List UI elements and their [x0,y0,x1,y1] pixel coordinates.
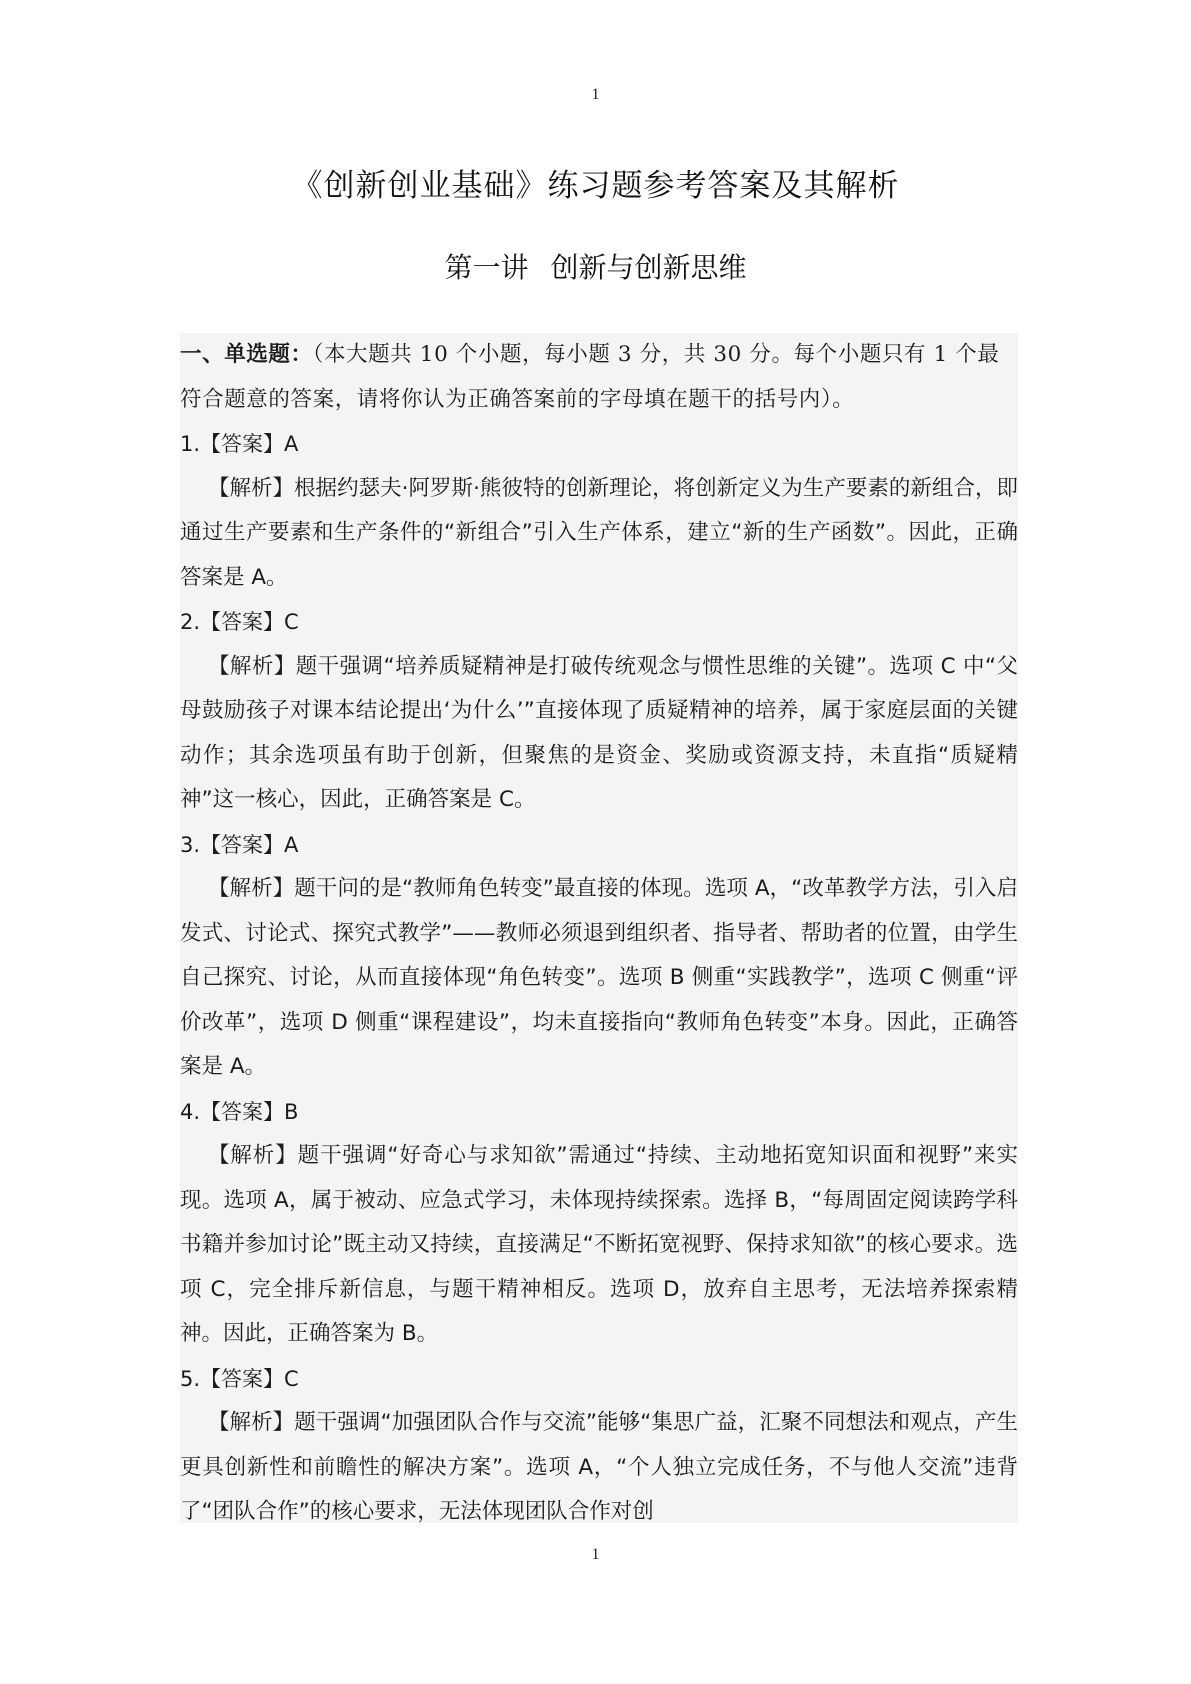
section-instruction: （本大题共 10 个小题，每小题 3 分，共 30 分。每个小题只有 1 个最符合题意的答案，请将你认为正确答案前的字母填在题干的括号内）。 [180,342,1000,412]
answer-line: 5.【答案】C [180,1366,299,1391]
lecture-number: 第一讲 [444,251,529,284]
answer-line: 1.【答案】A [180,432,299,456]
answer-line: 3.【答案】A [180,832,299,857]
analysis-paragraph: 【解析】题干强调“加强团队合作与交流”能够“集思广益，汇聚不同想法和观点，产生更具创新性和前瞻性的解决方案”。选项 A，“个人独立完成任务，不与他人交流”违背了“团队合作”的核心要求，无法体现团队合作对创 [180,1410,1018,1523]
content-body [180,333,1018,1523]
lecture-name: 创新与创新思维 [550,251,747,284]
analysis-paragraph: 【解析】题干强调“培养质疑精神是打破传统观念与惯性思维的关键”。选项 C 中“父母鼓励孩子对课本结论提出‘为什么’”直接体现了质疑精神的培养，属于家庭层面的关键动作；其余选项虽有助于创新，但聚焦的是资金、奖励或资源支持，未直指“质疑精神”这一核心，因此，正确答案是 C。 [180,653,1018,812]
analysis-paragraph: 【解析】题干强调“好奇心与求知欲”需通过“持续、主动地拓宽知识面和视野”来实现。选项 A，属于被动、应急式学习，未体现持续探索。选择 B，“每周固定阅读跨学科书籍并参加讨论”既主动又持续，直接满足“不断拓宽视野、保持求知欲”的核心要求。选项 C，完全排斥新信息，与题干精神相反。选项 D，放弃自主思考，无法培养探索精神。因此，正确答案为 B。 [180,1143,1018,1346]
analysis-paragraph: 【解析】根据约瑟夫·阿罗斯·熊彼特的创新理论，将创新定义为生产要素的新组合，即通过生产要素和生产条件的“新组合”引入生产体系，建立“新的生产函数”。因此，正确答案是 A。 [180,475,1018,590]
section-label: 一、单选题： [180,342,313,367]
analysis-paragraph: 【解析】题干问的是“教师角色转变”最直接的体现。选项 A，“改革教学方法，引入启发式、讨论式、探究式教学”——教师必须退到组织者、指导者、帮助者的位置，由学生自己探究、讨论，从而直接体现“角色转变”。选项 B 侧重“实践教学”，选项 C 侧重“评价改革”，选项 D 侧重“课程建设”，均未直接指向“教师角色转变”本身。因此，正确答案是 A。 [180,876,1018,1079]
answer-line: 4.【答案】B [180,1099,299,1124]
answer-line: 2.【答案】C [180,610,299,634]
section-heading [180,333,1018,422]
page-number-bottom: 1 [591,1546,600,1563]
page-number-top: 1 [591,86,600,103]
document-title: 《创新创业基础》练习题参考答案及其解析 [291,168,900,204]
lecture-title [0,246,1191,286]
